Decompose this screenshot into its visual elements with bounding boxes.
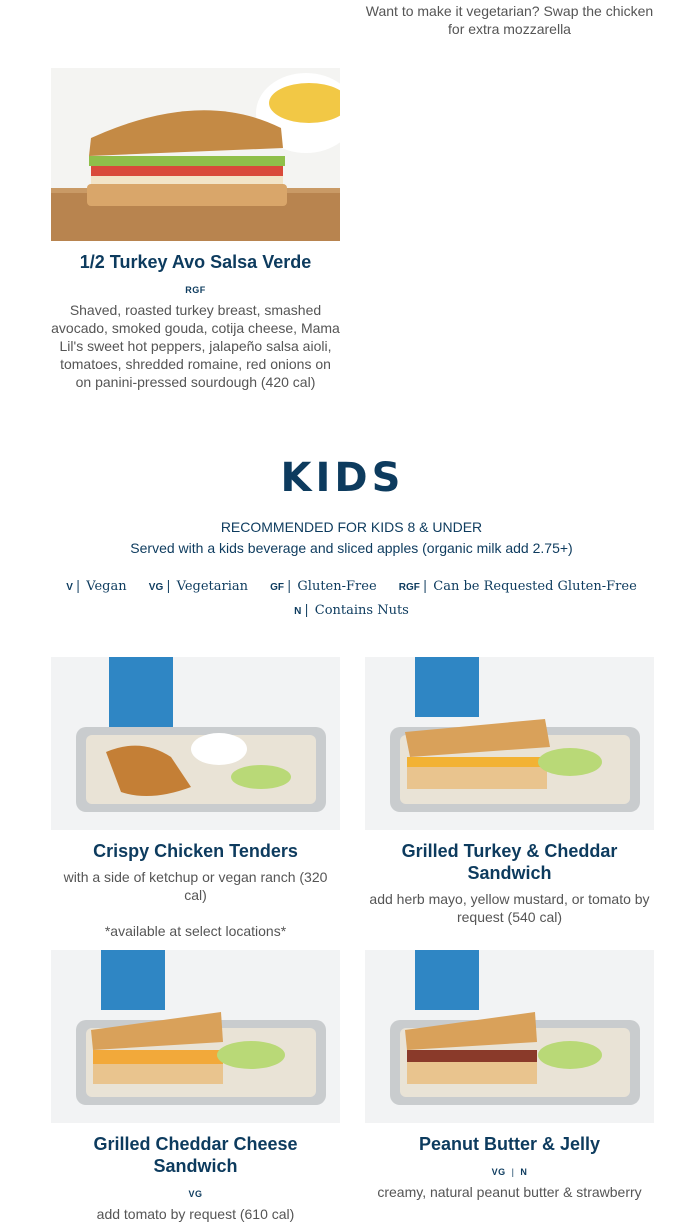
pbj-diet-tags: VG | N — [491, 1167, 528, 1177]
diet-legend-row-1 — [0, 579, 685, 594]
grilled-cheese-photo — [51, 950, 340, 1123]
pbj-tag-nuts: N — [520, 1167, 528, 1177]
chicken-tenders-description: with a side of ketchup or vegan ranch (320 cal) — [63, 869, 328, 903]
legend-vegetarian: VG | Vegetarian — [148, 579, 248, 594]
legend-contains-nuts: N | Contains Nuts — [294, 603, 409, 618]
turkey-avo-diet-tag: RGF — [185, 285, 206, 295]
turkey-cheddar-description: add herb mayo, yellow mustard, or tomato by request (540 cal) — [369, 891, 650, 925]
menu-item-turkey-avo[interactable] — [51, 68, 340, 391]
previous-item-note: Want to make it vegetarian? Swap the chicken for extra mozzarella — [365, 3, 654, 37]
turkey-avo-photo — [51, 68, 340, 241]
pbj-photo — [365, 950, 654, 1123]
menu-item-turkey-cheddar[interactable] — [365, 657, 654, 926]
turkey-cheddar-title: Grilled Turkey & Cheddar Sandwich — [401, 841, 618, 883]
kids-recommended-text: RECOMMENDED FOR KIDS 8 & UNDER — [220, 519, 483, 535]
turkey-avo-title: 1/2 Turkey Avo Salsa Verde — [79, 252, 312, 272]
legend-gluten-free: GF | Gluten-Free — [270, 579, 377, 594]
chicken-tenders-photo — [51, 657, 340, 830]
menu-item-grilled-cheese[interactable] — [51, 950, 340, 1223]
pbj-title: Peanut Butter & Jelly — [418, 1134, 601, 1154]
grilled-cheese-description: add tomato by request (610 cal) — [96, 1206, 295, 1222]
turkey-avo-description: Shaved, roasted turkey breast, smashed avocado, smoked gouda, cotija cheese, Mama Lil's sweet hot peppers, jalapeño salsa aioli, tomatoes, shredded romaine, red onions on on panini-pressed sourdough (420 cal) — [51, 302, 340, 390]
grilled-cheese-diet-tag: VG — [188, 1189, 203, 1199]
menu-item-pbj[interactable] — [365, 950, 654, 1201]
chicken-tenders-availability-note: *available at select locations* — [104, 923, 287, 939]
menu-item-chicken-tenders[interactable] — [51, 657, 340, 940]
turkey-cheddar-photo — [365, 657, 654, 830]
legend-request-gluten-free: RGF | Can be Requested Gluten-Free — [398, 579, 637, 594]
diet-legend-row-2 — [0, 603, 685, 618]
kids-section-title: KIDS — [280, 455, 405, 501]
grilled-cheese-title: Grilled Cheddar Cheese Sandwich — [93, 1134, 298, 1176]
pbj-description: creamy, natural peanut butter & strawberry — [377, 1184, 642, 1200]
chicken-tenders-title: Crispy Chicken Tenders — [93, 841, 298, 861]
kids-served-text: Served with a kids beverage and sliced apples (organic milk add 2.75+) — [130, 540, 573, 556]
legend-vegan: V | Vegan — [66, 579, 127, 594]
pbj-tag-vegetarian: VG — [491, 1167, 506, 1177]
